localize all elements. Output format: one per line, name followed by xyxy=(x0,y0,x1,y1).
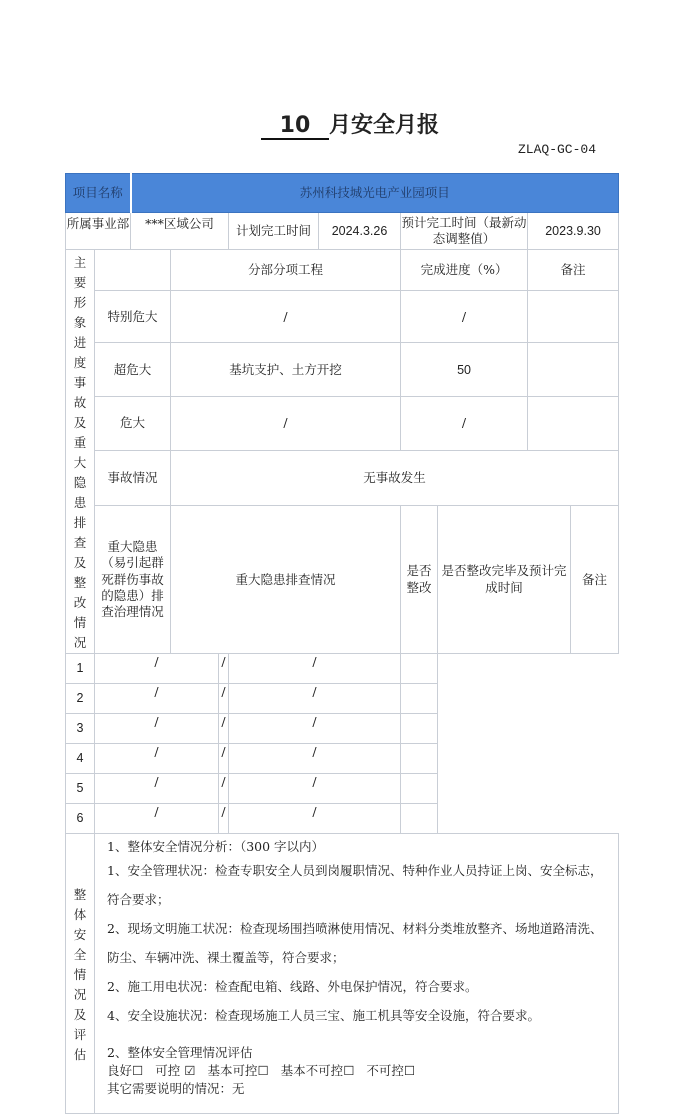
work-cell: 基坑支护、土方开挖 xyxy=(171,343,401,397)
rating-option[interactable] xyxy=(107,1063,143,1078)
hazard-row xyxy=(66,684,619,714)
note-cell xyxy=(528,291,619,343)
est-date-value: 2023.9.30 xyxy=(528,213,619,250)
row-label: 超危大 xyxy=(95,343,171,397)
hazard-header-desc: 重大隐患排查情况 xyxy=(171,506,401,654)
hazard-note xyxy=(401,774,438,804)
hazard-desc: / xyxy=(95,714,219,744)
hazard-row xyxy=(66,714,619,744)
overall-side-text: 整体安全情况及评估 xyxy=(73,887,87,1062)
hazard-desc: / xyxy=(95,684,219,714)
checked-box-icon[interactable]: ☑ xyxy=(184,1063,196,1078)
hazard-row xyxy=(66,774,619,804)
hazard-fixed: / xyxy=(219,714,229,744)
hazard-no: 1 xyxy=(66,654,95,684)
hazard-header-fixed: 是否整改 xyxy=(401,506,438,654)
overall-content xyxy=(95,834,619,1114)
work-cell: / xyxy=(171,397,401,451)
hazard-time: / xyxy=(229,774,401,804)
note-cell xyxy=(528,397,619,451)
accident-value: 无事故发生 xyxy=(171,450,619,506)
checkbox-icon[interactable]: ☐ xyxy=(132,1063,144,1078)
dept-value: ***区域公司 xyxy=(131,213,229,250)
hazard-header-time: 是否整改完毕及预计完成时间 xyxy=(438,506,571,654)
other-notes: 其它需要说明的情况：无 xyxy=(107,1081,245,1096)
hazard-fixed: / xyxy=(219,774,229,804)
hazard-row xyxy=(66,654,619,684)
hazard-desc: / xyxy=(95,774,219,804)
col-header-progress: 完成进度（%） xyxy=(401,250,528,291)
hazard-fixed: / xyxy=(219,804,229,834)
progress-row xyxy=(66,397,619,451)
accident-label: 事故情况 xyxy=(95,450,171,506)
rating-option[interactable] xyxy=(155,1063,195,1078)
dept-label: 所属事业部 xyxy=(66,213,131,250)
progress-cell: / xyxy=(401,397,528,451)
hazard-desc: / xyxy=(95,744,219,774)
plan-date-value: 2024.3.26 xyxy=(319,213,401,250)
rating-label: 基本不可控 xyxy=(280,1063,344,1078)
rating-option[interactable] xyxy=(281,1063,355,1078)
project-name-value: 苏州科技城光电产业园项目 xyxy=(131,174,619,213)
hazard-desc: / xyxy=(95,804,219,834)
rating-label: 基本可控 xyxy=(207,1063,258,1078)
progress-side-label xyxy=(66,250,95,654)
rating-label: 良好 xyxy=(107,1063,133,1078)
progress-row xyxy=(66,343,619,397)
hazard-row xyxy=(66,744,619,774)
rating-label: 不可控 xyxy=(366,1063,404,1078)
plan-date-label: 计划完工时间 xyxy=(229,213,319,250)
report-title xyxy=(0,108,700,140)
hazard-no: 6 xyxy=(66,804,95,834)
hazard-time: / xyxy=(229,804,401,834)
hazard-row xyxy=(66,804,619,834)
hazard-no: 3 xyxy=(66,714,95,744)
note-cell xyxy=(528,343,619,397)
analysis-item: 2、施工用电状况：检查配电箱、线路、外电保护情况，符合要求。 xyxy=(107,979,478,994)
col-header-work: 分部分项工程 xyxy=(171,250,401,291)
rating-options xyxy=(107,1062,606,1080)
hazard-no: 2 xyxy=(66,684,95,714)
hazard-time: / xyxy=(229,714,401,744)
progress-side-text: 主要形象进度事故及重大隐患排查及整改情况 xyxy=(73,255,87,650)
month-number: 10 xyxy=(261,113,329,140)
hazard-note xyxy=(401,654,438,684)
checkbox-icon[interactable]: ☐ xyxy=(257,1063,269,1078)
project-name-label: 项目名称 xyxy=(66,174,131,213)
analysis-item: 1、安全管理状况：检查专职安全人员到岗履职情况、特种作业人员持证上岗、安全标志，符合要求； xyxy=(107,863,603,907)
report-table xyxy=(65,173,619,1114)
hazard-time: / xyxy=(229,684,401,714)
title-text: 月安全月报 xyxy=(328,113,439,138)
checkbox-icon[interactable]: ☐ xyxy=(343,1063,355,1078)
hazard-note xyxy=(401,714,438,744)
work-cell: / xyxy=(171,291,401,343)
hazard-label: 重大隐患（易引起群死群伤事故的隐患）排查治理情况 xyxy=(95,506,171,654)
hazard-fixed: / xyxy=(219,654,229,684)
hazard-fixed: / xyxy=(219,684,229,714)
hazard-note xyxy=(401,804,438,834)
progress-cell: / xyxy=(401,291,528,343)
rating-option[interactable] xyxy=(207,1063,268,1078)
evaluation-heading: 2、整体安全管理情况评估 xyxy=(107,1045,253,1060)
checkbox-icon[interactable]: ☐ xyxy=(403,1063,416,1078)
hazard-no: 5 xyxy=(66,774,95,804)
hazard-note xyxy=(401,684,438,714)
hazard-fixed: / xyxy=(219,744,229,774)
blank-cell xyxy=(95,250,171,291)
hazard-time: / xyxy=(229,654,401,684)
rating-option[interactable] xyxy=(366,1063,415,1078)
overall-side-label xyxy=(66,834,95,1114)
analysis-item: 2、现场文明施工状况：检查现场围挡喷淋使用情况、材料分类堆放整齐、场地道路清洗、防尘、车辆冲洗、裸土覆盖等，符合要求； xyxy=(107,921,603,965)
analysis-heading: 1、整体安全情况分析：（300 字以内） xyxy=(107,839,325,854)
progress-row xyxy=(66,291,619,343)
hazard-no: 4 xyxy=(66,744,95,774)
hazard-time: / xyxy=(229,744,401,774)
col-header-note: 备注 xyxy=(528,250,619,291)
hazard-note xyxy=(401,744,438,774)
hazard-header-note: 备注 xyxy=(571,506,619,654)
row-label: 危大 xyxy=(95,397,171,451)
progress-cell: 50 xyxy=(401,343,528,397)
rating-label: 可控 xyxy=(155,1063,185,1078)
hazard-desc: / xyxy=(95,654,219,684)
form-code: ZLAQ-GC-04 xyxy=(517,142,596,157)
analysis-item: 4、安全设施状况：检查现场施工人员三宝、施工机具等安全设施，符合要求。 xyxy=(107,1008,540,1023)
row-label: 特别危大 xyxy=(95,291,171,343)
est-date-label: 预计完工时间（最新动态调整值） xyxy=(401,213,528,250)
